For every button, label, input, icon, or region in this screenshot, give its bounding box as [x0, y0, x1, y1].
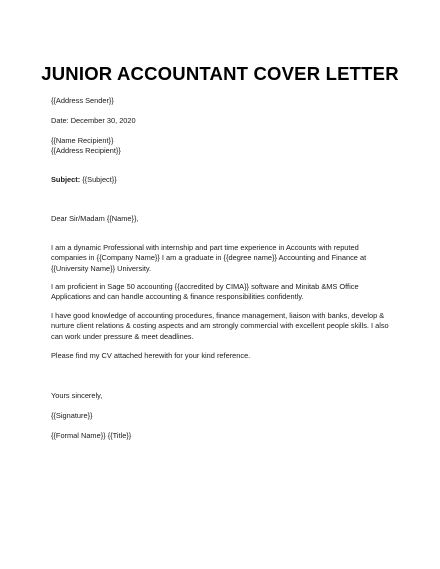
paragraph-4: Please find my CV attached herewith for your kind reference.: [51, 351, 251, 360]
paragraph-3-line: I have good knowledge of accounting procedures, finance management, liaison with banks, develop &: [51, 311, 385, 320]
salutation: Dear Sir/Madam {{Name}},: [51, 214, 139, 223]
formal-name: {{Formal Name}} {{Title}}: [51, 431, 132, 440]
paragraph-1-line: I am a dynamic Professional with internship and part time experience in Accounts with reputed: [51, 243, 359, 252]
paragraph-2: [51, 282, 396, 303]
paragraph-1: [51, 243, 396, 274]
paragraph-3: [51, 311, 396, 342]
document-title: JUNIOR ACCOUNTANT COVER LETTER: [41, 63, 399, 84]
paragraph-3-line: can work under pressure & meet deadlines.: [51, 331, 194, 341]
paragraph-1-line: companies in {{Company Name}} I am a graduate in {{degree name}} Accounting and Finance at: [51, 253, 367, 263]
subject-line: [51, 175, 117, 185]
subject-value: {{Subject}}: [80, 175, 117, 184]
date-line: Date: December 30, 2020: [51, 116, 136, 125]
closing: Yours sincerely,: [51, 391, 103, 400]
signature: {{Signature}}: [51, 411, 93, 420]
paragraph-2-line: I am proficient in Sage 50 accounting {{accredited by CIMA}} software and Minitab &MS Office: [51, 282, 359, 291]
address-recipient: {{Address Recipient}}: [51, 146, 121, 155]
paragraph-3-line: nurture client relations & costing aspects and am strongly commercial with excellent people skills. I also: [51, 321, 389, 331]
paragraph-1-line: {{University Name}} University.: [51, 263, 152, 273]
subject-label: Subject:: [51, 175, 81, 184]
paragraph-2-line: Applications and can handle accounting & finance responsibilities confidently.: [51, 292, 304, 302]
name-recipient: {{Name Recipient}}: [51, 136, 114, 145]
address-sender: {{Address Sender}}: [51, 96, 114, 105]
